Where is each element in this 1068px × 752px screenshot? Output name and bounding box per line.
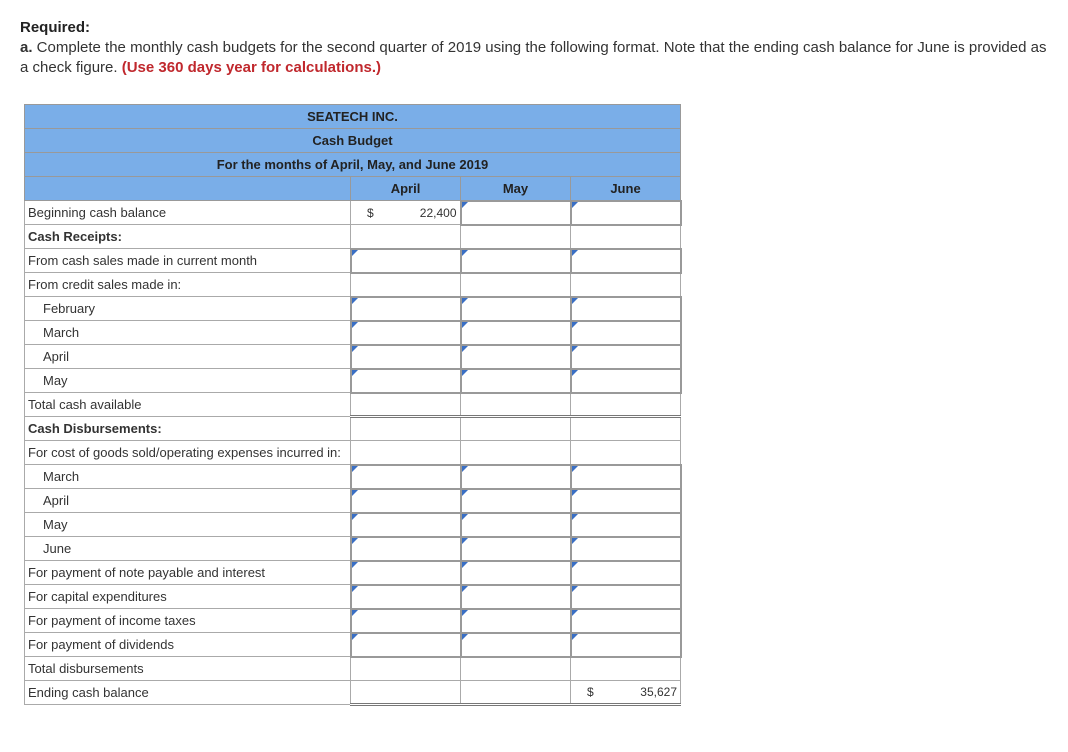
capex-may-input[interactable] xyxy=(461,585,571,609)
cogs-apr-may-input[interactable] xyxy=(461,489,571,513)
row-label-credit-feb: February xyxy=(25,297,351,321)
empty-cell xyxy=(461,273,571,297)
dividends-june-input[interactable] xyxy=(571,633,681,657)
empty-cell xyxy=(571,417,681,441)
row-label-note-payable: For payment of note payable and interest xyxy=(25,561,351,585)
cogs-apr-april-input[interactable] xyxy=(351,489,461,513)
instruction-text: Complete the monthly cash budgets for the second quarter of 2019 using the following format. Note that the ending cash balance for June is provided as a check figure. xyxy=(20,39,1047,76)
col-may: May xyxy=(461,177,571,201)
ending-cash-june xyxy=(571,681,681,705)
ending-cash-may xyxy=(461,681,571,705)
credit-feb-june-input[interactable] xyxy=(571,297,681,321)
empty-cell xyxy=(571,225,681,249)
capex-april-input[interactable] xyxy=(351,585,461,609)
note-payable-may-input[interactable] xyxy=(461,561,571,585)
credit-may-may-input[interactable] xyxy=(461,369,571,393)
required-heading: Required: xyxy=(20,19,91,36)
credit-apr-april-input[interactable] xyxy=(351,345,461,369)
total-disb-april xyxy=(351,657,461,681)
credit-may-april-input[interactable] xyxy=(351,369,461,393)
total-disb-june xyxy=(571,657,681,681)
row-label-cogs-jun: June xyxy=(25,537,351,561)
section-cash-disbursements: Cash Disbursements: xyxy=(25,417,351,441)
cogs-jun-june-input[interactable] xyxy=(571,537,681,561)
dividends-april-input[interactable] xyxy=(351,633,461,657)
empty-cell xyxy=(351,441,461,465)
taxes-april-input[interactable] xyxy=(351,609,461,633)
currency-symbol: $ xyxy=(587,685,594,699)
cash-sales-may-input[interactable] xyxy=(461,249,571,273)
credit-apr-june-input[interactable] xyxy=(571,345,681,369)
row-label-credit-mar: March xyxy=(25,321,351,345)
cogs-apr-june-input[interactable] xyxy=(571,489,681,513)
credit-mar-june-input[interactable] xyxy=(571,321,681,345)
ending-cash-june-value: 35,627 xyxy=(640,685,677,699)
row-label-cogs-apr: April xyxy=(25,489,351,513)
part-label: a. xyxy=(20,39,33,56)
credit-may-june-input[interactable] xyxy=(571,369,681,393)
note-payable-april-input[interactable] xyxy=(351,561,461,585)
cash-budget-table xyxy=(24,104,682,706)
row-label-cogs-mar: March xyxy=(25,465,351,489)
row-label-cogs-may: May xyxy=(25,513,351,537)
empty-cell xyxy=(351,225,461,249)
row-label-beginning-cash: Beginning cash balance xyxy=(25,201,351,225)
cogs-may-june-input[interactable] xyxy=(571,513,681,537)
cogs-jun-april-input[interactable] xyxy=(351,537,461,561)
empty-cell xyxy=(461,225,571,249)
total-disb-may xyxy=(461,657,571,681)
row-label-cogs: For cost of goods sold/operating expenses incurred in: xyxy=(25,441,351,465)
cogs-mar-june-input[interactable] xyxy=(571,465,681,489)
credit-feb-april-input[interactable] xyxy=(351,297,461,321)
company-name: SEATECH INC. xyxy=(25,105,681,129)
row-label-credit-may: May xyxy=(25,369,351,393)
cogs-jun-may-input[interactable] xyxy=(461,537,571,561)
row-label-credit-sales: From credit sales made in: xyxy=(25,273,351,297)
row-label-credit-apr: April xyxy=(25,345,351,369)
instructions xyxy=(20,38,1050,78)
total-available-april xyxy=(351,393,461,417)
cogs-may-may-input[interactable] xyxy=(461,513,571,537)
taxes-may-input[interactable] xyxy=(461,609,571,633)
budget-period: For the months of April, May, and June 2019 xyxy=(25,153,681,177)
credit-feb-may-input[interactable] xyxy=(461,297,571,321)
empty-cell xyxy=(571,273,681,297)
credit-mar-may-input[interactable] xyxy=(461,321,571,345)
beginning-cash-april-value: 22,400 xyxy=(419,205,457,220)
empty-cell xyxy=(351,273,461,297)
cogs-mar-may-input[interactable] xyxy=(461,465,571,489)
beginning-cash-april xyxy=(351,201,461,225)
credit-mar-april-input[interactable] xyxy=(351,321,461,345)
row-label-ending-cash: Ending cash balance xyxy=(25,681,351,705)
row-label-total-disbursements: Total disbursements xyxy=(25,657,351,681)
ending-cash-april xyxy=(351,681,461,705)
row-label-income-taxes: For payment of income taxes xyxy=(25,609,351,633)
beginning-cash-may-input[interactable] xyxy=(461,201,571,225)
total-available-june xyxy=(571,393,681,417)
row-label-cash-sales: From cash sales made in current month xyxy=(25,249,351,273)
empty-cell xyxy=(571,441,681,465)
cash-sales-april-input[interactable] xyxy=(351,249,461,273)
row-label-dividends: For payment of dividends xyxy=(25,633,351,657)
row-label-capital-expenditures: For capital expenditures xyxy=(25,585,351,609)
note-payable-june-input[interactable] xyxy=(571,561,681,585)
capex-june-input[interactable] xyxy=(571,585,681,609)
instruction-note: (Use 360 days year for calculations.) xyxy=(121,59,382,76)
dividends-may-input[interactable] xyxy=(461,633,571,657)
row-label-total-cash-available: Total cash available xyxy=(25,393,351,417)
header-blank xyxy=(25,177,351,201)
budget-title: Cash Budget xyxy=(25,129,681,153)
credit-apr-may-input[interactable] xyxy=(461,345,571,369)
cash-sales-june-input[interactable] xyxy=(571,249,681,273)
currency-symbol: $ xyxy=(367,205,374,220)
beginning-cash-june-input[interactable] xyxy=(571,201,681,225)
col-april: April xyxy=(351,177,461,201)
cogs-mar-april-input[interactable] xyxy=(351,465,461,489)
col-june: June xyxy=(571,177,681,201)
empty-cell xyxy=(461,417,571,441)
section-cash-receipts: Cash Receipts: xyxy=(25,225,351,249)
total-available-may xyxy=(461,393,571,417)
empty-cell xyxy=(351,417,461,441)
cogs-may-april-input[interactable] xyxy=(351,513,461,537)
empty-cell xyxy=(461,441,571,465)
taxes-june-input[interactable] xyxy=(571,609,681,633)
